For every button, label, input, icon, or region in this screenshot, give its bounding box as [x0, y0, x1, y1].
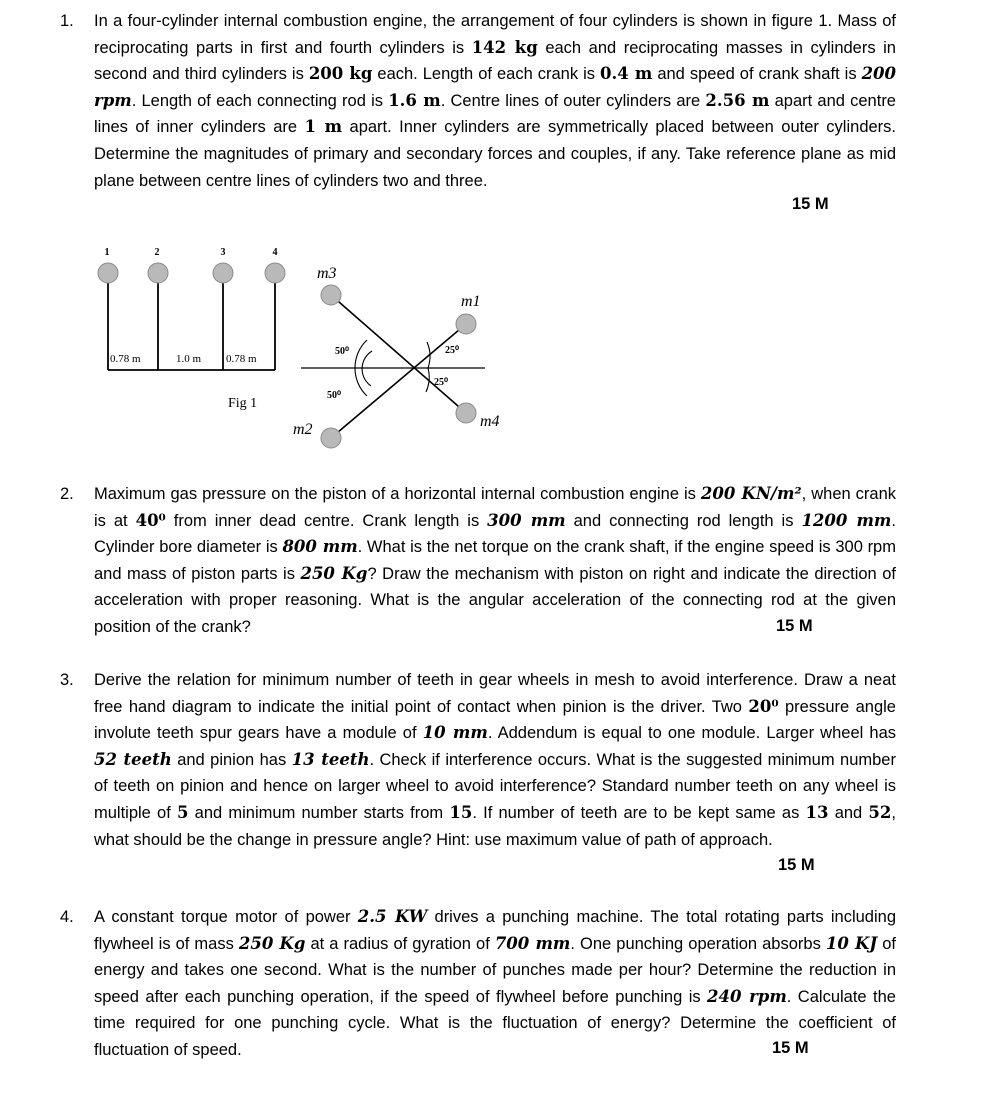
value: 10 KJ: [825, 933, 878, 953]
angle-label: 50⁰: [335, 346, 350, 357]
cylinder-label: 2: [154, 247, 160, 258]
text-run: . Length of each connecting rod is: [131, 91, 389, 110]
text-run: ? Draw the mechanism with piston on right and indicate the direction of acceleration with proper reasoning. What is the angular acceleration of the connecting rod at the given position of the crank?: [94, 564, 896, 636]
value: 52: [868, 802, 892, 822]
angle-label: 25⁰: [434, 377, 449, 388]
value: 40⁰: [135, 510, 166, 530]
value: 700 mm: [494, 933, 571, 953]
text-run: of energy and takes one second. What is the number of punches made per hour? Determine the reduction in speed after each punching operation, if the speed of flywheel before punching is: [94, 934, 896, 1006]
text-run: . Check if interference occurs. What is the suggested minimum number of teeth on pinion and hence on larger wheel to avoid interference? Standard number teeth on any wheel is multiple of: [94, 750, 896, 822]
marks-label: 15 M: [776, 617, 813, 635]
text-run: . Cylinder bore diameter is: [94, 511, 896, 557]
text-run: . Calculate the time required for one punching cycle. What is the fluctuation of energy? Determine the coefficient of fluctuation of speed.: [94, 987, 896, 1059]
mass-label: m1: [461, 293, 481, 310]
value: 15: [449, 802, 473, 822]
value: 200 rpm: [94, 64, 897, 110]
cylinder-label: 1: [104, 247, 110, 258]
question-number: 4.: [60, 908, 74, 926]
text-run: each. Length of each crank is: [372, 65, 600, 84]
value: 5: [177, 802, 189, 822]
cylinder-masses: [98, 263, 285, 283]
angle-label: 25⁰: [445, 345, 460, 356]
question-text: [94, 8, 896, 194]
figure-1: [90, 240, 530, 455]
text-run: and pinion has: [171, 750, 292, 769]
question-number: 3.: [60, 671, 74, 689]
value: 10 mm: [422, 723, 488, 743]
text-run: and minimum number starts from: [188, 803, 450, 822]
marks-label: 15 M: [772, 1039, 809, 1057]
value: 200 kg: [308, 64, 373, 84]
value: 52 teeth: [94, 749, 172, 769]
mass-label: m4: [480, 413, 500, 430]
value: 1200 mm: [801, 510, 892, 530]
text-run: at a radius of gyration of: [305, 934, 495, 953]
cylinder-label: 4: [272, 247, 278, 258]
text-run: , when crank is at: [94, 485, 897, 530]
text-run: and speed of crank shaft is: [652, 65, 862, 84]
question-3: [60, 667, 896, 853]
dimension-label: 0.78 m: [226, 353, 257, 365]
value: 200 KN/m²: [700, 484, 802, 503]
question-number: 1.: [60, 12, 74, 30]
text-run: each and reciprocating masses in cylinders in second and third cylinders is: [94, 38, 896, 84]
value: 240 rpm: [707, 986, 787, 1006]
marks-label: 15 M: [792, 195, 829, 213]
value: 300 mm: [487, 510, 566, 530]
dimension-label: 1.0 m: [176, 353, 202, 365]
value: 250 Kg: [300, 563, 368, 583]
text-run: and connecting rod length is: [565, 511, 802, 530]
text-run: apart. Inner cylinders are symmetrically placed between outer cylinders. Determine the magnitudes of primary and secondary forces and couples, if any. Take reference plane as mid plane between centre lines of cylinders two and three.: [94, 118, 896, 190]
angle-label: 50⁰: [327, 390, 342, 401]
value: 1 m: [304, 117, 343, 137]
value: 142 kg: [471, 37, 538, 57]
text-run: In a four-cylinder internal combustion engine, the arrangement of four cylinders is shown in figure 1. Mass of reciprocating parts in first and fourth cylinders is: [94, 12, 896, 57]
question-1: [60, 8, 896, 194]
mass-label: m2: [293, 421, 313, 438]
question-4: [60, 904, 896, 1064]
text-run: Maximum gas pressure on the piston of a horizontal internal combustion engine is: [94, 485, 701, 503]
text-run: apart and centre lines of inner cylinders are: [94, 91, 896, 137]
text-run: Derive the relation for minimum number of teeth in gear wheels in mesh to avoid interference. Draw a neat free hand diagram to indicate the initial point of contact when pinion is the driver. Two: [94, 671, 896, 716]
value: 250 Kg: [238, 933, 306, 953]
text-run: from inner dead centre. Crank length is: [165, 511, 488, 530]
value: 1.6 m: [388, 90, 441, 110]
text-run: . What is the net torque on the crank shaft, if the engine speed is 300 rpm and mass of piston parts is: [94, 538, 896, 583]
text-run: . One punching operation absorbs: [570, 934, 826, 953]
crank-masses: [321, 285, 476, 448]
text-run: drives a punching machine. The total rotating parts including flywheel is of mass: [94, 908, 897, 953]
value: 800 mm: [282, 537, 358, 557]
question-number: 2.: [60, 485, 74, 503]
text-run: and: [828, 803, 869, 822]
text-run: . Centre lines of outer cylinders are: [440, 91, 706, 110]
question-text: [94, 667, 896, 853]
value: 2.56 m: [705, 90, 770, 110]
cylinder-label: 3: [220, 247, 226, 258]
text-run: A constant torque motor of power: [94, 908, 358, 926]
figure-caption: Fig 1: [228, 396, 258, 411]
marks-label: 15 M: [778, 856, 815, 874]
text-run: , what should be the change in pressure angle? Hint: use maximum value of path of approach.: [94, 803, 896, 849]
value: 20⁰: [748, 696, 779, 716]
text-run: . Addendum is equal to one module. Larger wheel has: [487, 724, 896, 743]
value: 2.5 KW: [357, 907, 428, 926]
value: 13 teeth: [291, 749, 370, 769]
value: 13: [805, 802, 829, 822]
question-2: [60, 481, 896, 641]
value: 0.4 m: [600, 64, 653, 84]
text-run: pressure angle involute teeth spur gears have a module of: [94, 697, 896, 743]
text-run: . If number of teeth are to be kept same as: [472, 803, 806, 822]
mass-label: m3: [317, 265, 337, 282]
dimension-label: 0.78 m: [110, 353, 141, 365]
